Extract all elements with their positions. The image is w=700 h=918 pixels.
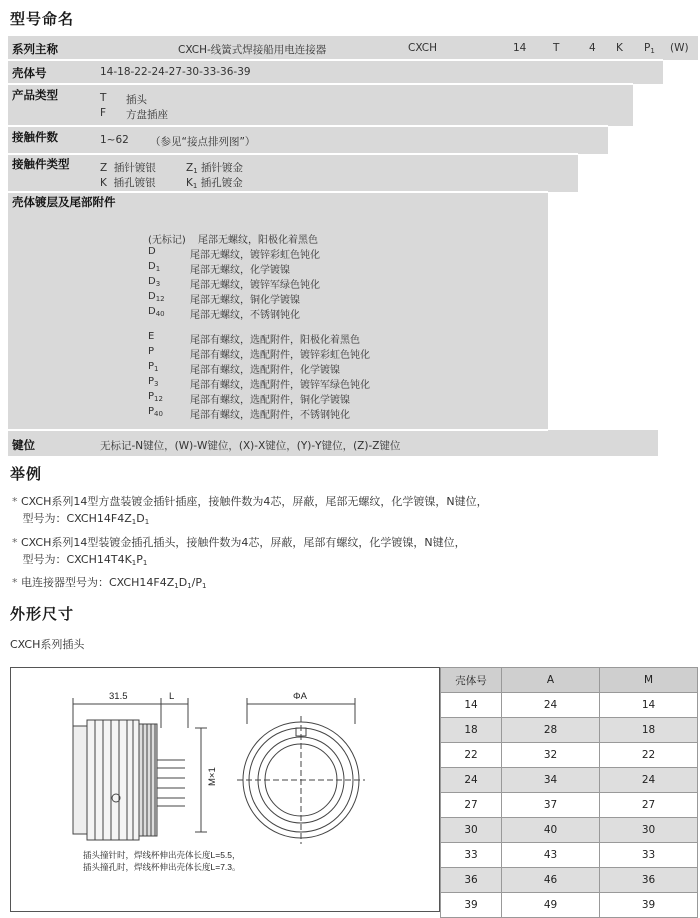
contact-type-z1: $Z_1$ 插针镀金 bbox=[186, 162, 244, 175]
table-row bbox=[441, 718, 698, 743]
plating-g1-3-code: $D_3$ bbox=[148, 276, 161, 288]
code-type: T bbox=[553, 42, 560, 54]
table-header-cell-1: A bbox=[502, 668, 600, 693]
model-naming-heading: 型号命名 bbox=[10, 10, 75, 28]
table-row-cell-0: 33 bbox=[441, 843, 502, 868]
contact-type-k: K 插孔镀银 bbox=[100, 177, 156, 189]
shell-label: 壳体号 bbox=[12, 66, 47, 80]
code-shell: 14 bbox=[513, 42, 527, 54]
table-row bbox=[441, 768, 698, 793]
table-header-cell-0: 壳体号 bbox=[441, 668, 502, 693]
table-row-cell-0: 14 bbox=[441, 693, 502, 718]
plating-g1-0-code: (无标记) bbox=[148, 235, 186, 246]
contacts-label: 接触件数 bbox=[12, 130, 58, 144]
dim-l: L bbox=[169, 691, 175, 702]
code-contact-type: K bbox=[616, 42, 623, 54]
plating-g2-1-code: P bbox=[148, 346, 155, 357]
table-row bbox=[441, 818, 698, 843]
table-row-cell-0: 24 bbox=[441, 768, 502, 793]
series-label: 系列主称 bbox=[12, 42, 58, 56]
plug-drawing bbox=[11, 668, 439, 911]
table-row-cell-0: 27 bbox=[441, 793, 502, 818]
plating-g2-5-desc: 尾部有螺纹，选配附件，不锈钢钝化 bbox=[190, 410, 350, 421]
plating-g2-2-code: $P_1$ bbox=[148, 361, 159, 373]
dimension-table bbox=[440, 667, 698, 918]
plating-label: 壳体镀层及尾部附件 bbox=[12, 195, 116, 209]
table-row-cell-2: 14 bbox=[600, 693, 698, 718]
plating-g1-5-code: $D_{40}$ bbox=[148, 306, 165, 318]
product-type-t-desc: 插头 bbox=[126, 94, 147, 106]
table-row bbox=[441, 693, 698, 718]
table-row-cell-2: 39 bbox=[600, 893, 698, 918]
table-row bbox=[441, 893, 698, 918]
plating-g2-0-code: E bbox=[148, 331, 155, 342]
example-2: * CXCH系列14型装镀金插孔插头，接触件数为4芯，屏蔽，尾部有螺纹，化学镀镍，N键位， 型号为：$CXCH14T4K_1P_1$ bbox=[12, 536, 466, 567]
dim-length: 31.5 bbox=[109, 691, 128, 702]
product-type-f-desc: 方盘插座 bbox=[126, 109, 168, 121]
table-header-cell-2: M bbox=[600, 668, 698, 693]
product-type-f-code: F bbox=[100, 107, 107, 119]
plating-g2-2-desc: 尾部有螺纹，选配附件，化学镀镍 bbox=[190, 365, 340, 376]
example-3: * 电连接器型号为：$CXCH14F4Z_1D_1/P_1$ bbox=[12, 576, 207, 590]
dims-heading: 外形尺寸 bbox=[10, 605, 75, 623]
plating-g1-3-desc: 尾部无螺纹，镀锌军绿色钝化 bbox=[190, 280, 320, 291]
drawing-box bbox=[10, 667, 440, 912]
table-header bbox=[441, 668, 698, 693]
contact-type-label: 接触件类型 bbox=[12, 157, 70, 171]
code-plating: $P_1$ bbox=[644, 42, 655, 55]
product-type-t-code: T bbox=[100, 92, 107, 104]
note-line-1: 插头撞针时，焊线杯伸出壳体长度L=5.5， bbox=[83, 850, 241, 860]
key-label: 键位 bbox=[12, 438, 35, 452]
table-row bbox=[441, 868, 698, 893]
dim-m: M×1 bbox=[207, 767, 218, 786]
table-row-cell-0: 39 bbox=[441, 893, 502, 918]
plating-g1-1-code: D bbox=[148, 246, 156, 257]
series-desc: CXCH-线簧式焊接船用电连接器 bbox=[178, 44, 327, 56]
table-row-cell-2: 24 bbox=[600, 768, 698, 793]
table-row-cell-0: 36 bbox=[441, 868, 502, 893]
plating-g1-5-desc: 尾部无螺纹，不锈钢钝化 bbox=[190, 310, 300, 321]
plating-g2-4-desc: 尾部有螺纹，选配附件，铜化学镀镍 bbox=[190, 395, 350, 406]
plating-g1-2-desc: 尾部无螺纹，化学镀镍 bbox=[190, 265, 290, 276]
table-row-cell-2: 36 bbox=[600, 868, 698, 893]
plating-g1-2-code: $D_1$ bbox=[148, 261, 161, 273]
table-row-cell-2: 22 bbox=[600, 743, 698, 768]
table-row bbox=[441, 843, 698, 868]
plating-g2-3-desc: 尾部有螺纹，选配附件，镀锌军绿色钝化 bbox=[190, 380, 370, 391]
plating-g2-0-desc: 尾部有螺纹，选配附件，阳极化着黑色 bbox=[190, 335, 360, 346]
plating-g1-0-desc: 尾部无螺纹，阳极化着黑色 bbox=[198, 235, 318, 246]
table-row-cell-1: 28 bbox=[502, 718, 600, 743]
table-row-cell-2: 18 bbox=[600, 718, 698, 743]
plating-g1-1-desc: 尾部无螺纹，镀锌彩虹色钝化 bbox=[190, 250, 320, 261]
example-heading: 举例 bbox=[10, 465, 43, 483]
table-row-cell-2: 30 bbox=[600, 818, 698, 843]
table-row-cell-1: 24 bbox=[502, 693, 600, 718]
plating-g2-5-code: $P_{40}$ bbox=[148, 406, 163, 418]
plating-g1-4-desc: 尾部无螺纹，铜化学镀镍 bbox=[190, 295, 300, 306]
example-1: * CXCH系列14型方盘装镀金插针插座，接触件数为4芯，屏蔽，尾部无螺纹，化学镀镍，N键位， 型号为：$CXCH14F4Z_1D_1$ bbox=[12, 495, 488, 526]
table-row-cell-1: 34 bbox=[502, 768, 600, 793]
contact-type-k1: $K_1$ 插孔镀金 bbox=[186, 177, 243, 190]
plating-g1-4-code: $D_{12}$ bbox=[148, 291, 165, 303]
table-row-cell-1: 37 bbox=[502, 793, 600, 818]
table-row-cell-1: 40 bbox=[502, 818, 600, 843]
contacts-note: （参见“接点排列图”） bbox=[150, 136, 256, 148]
shell-values: 14-18-22-24-27-30-33-36-39 bbox=[100, 66, 251, 78]
table-row-cell-2: 33 bbox=[600, 843, 698, 868]
code-series: CXCH bbox=[408, 42, 437, 54]
plating-g2-3-code: $P_3$ bbox=[148, 376, 159, 388]
table-row bbox=[441, 743, 698, 768]
table-row-cell-0: 30 bbox=[441, 818, 502, 843]
code-contacts: 4 bbox=[589, 42, 596, 54]
table-row-cell-0: 22 bbox=[441, 743, 502, 768]
table-row-cell-1: 32 bbox=[502, 743, 600, 768]
table-row-cell-1: 43 bbox=[502, 843, 600, 868]
table-row-cell-2: 27 bbox=[600, 793, 698, 818]
code-key: (W) bbox=[670, 42, 689, 54]
table-row-cell-0: 18 bbox=[441, 718, 502, 743]
key-value: 无标记-N键位，(W)-W键位，(X)-X键位，(Y)-Y键位，(Z)-Z键位 bbox=[100, 440, 401, 452]
dim-phi: ΦA bbox=[293, 691, 307, 702]
contact-type-z: Z 插针镀银 bbox=[100, 162, 156, 174]
product-type-label: 产品类型 bbox=[12, 88, 58, 102]
contacts-value: 1~62 bbox=[100, 134, 129, 146]
note-line-2: 插头撞孔时，焊线杯伸出壳体长度L=7.3。 bbox=[83, 862, 241, 872]
table-row-cell-1: 49 bbox=[502, 893, 600, 918]
plating-g2-1-desc: 尾部有螺纹，选配附件，镀锌彩虹色钝化 bbox=[190, 350, 370, 361]
plating-g2-4-code: $P_{12}$ bbox=[148, 391, 163, 403]
table-row bbox=[441, 793, 698, 818]
plug-subheading: CXCH系列插头 bbox=[10, 638, 85, 651]
table-row-cell-1: 46 bbox=[502, 868, 600, 893]
